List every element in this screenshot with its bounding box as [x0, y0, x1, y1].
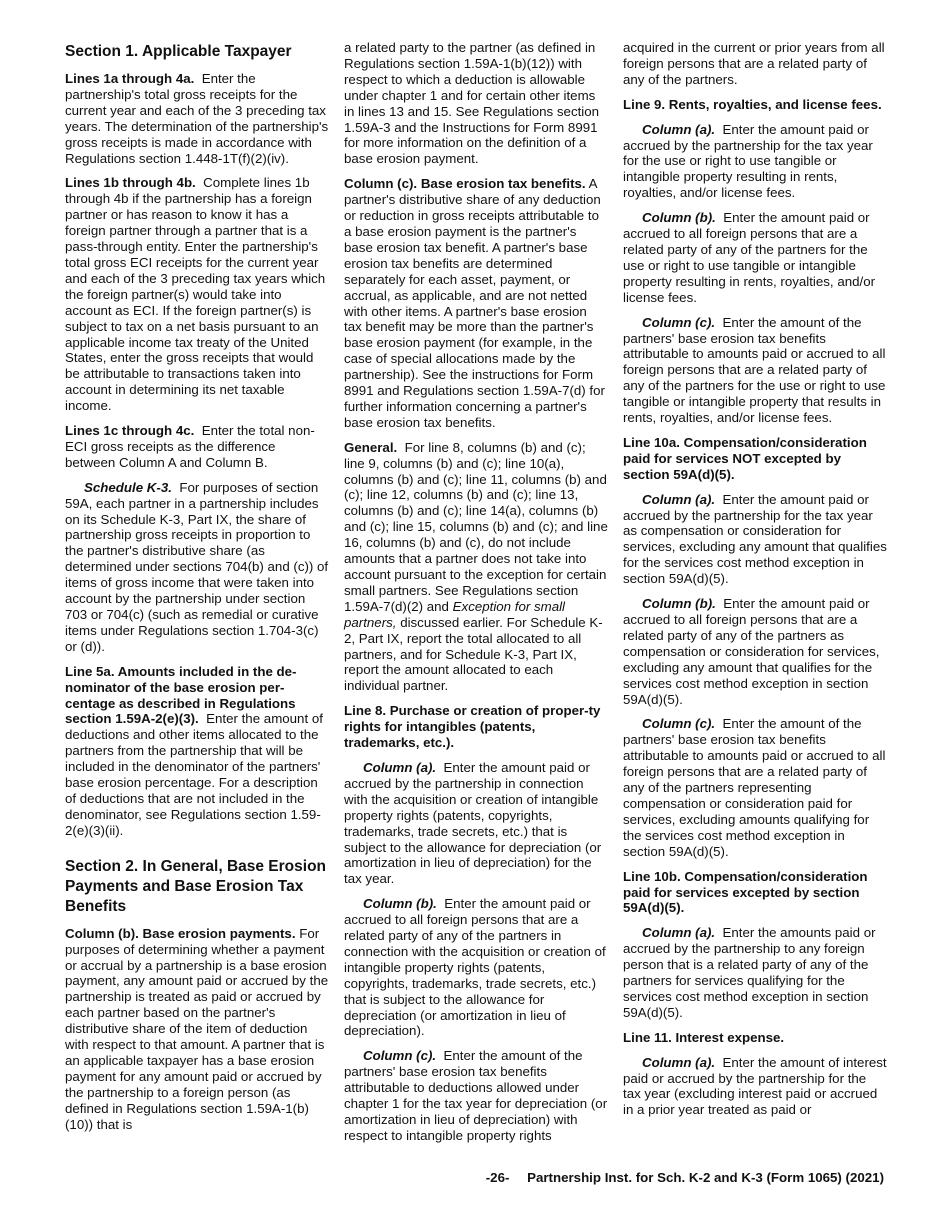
section-2-title: Section 2. In General, Base Erosion Payments and Base Erosion Tax Benefits	[65, 857, 327, 915]
italic-reference: Exception for small partners,	[344, 598, 566, 630]
paragraph-heading: Column (a).	[642, 925, 716, 941]
paragraph-body: discussed earlier. For Schedule K-2, Part IX, report the total allocated to all partners, and for Schedule K-3, Part IX, report the amount allocated to each individual partner.	[344, 614, 603, 694]
page-footer	[486, 1170, 884, 1185]
paragraph-body: Enter the amount of deductions and other items allocated to the partners from the partnership that will be included in the denominator of the partners' base erosion percentage. For a description of deductions that are not included in the denominator, see Regulations section 1.59-2(e)(3)(ii).	[65, 711, 323, 838]
paragraph-body: Enter the amount of the partners' base erosion tax benefits attributable to deductions allowed under chapter 1 for the tax year for depreciation (or amortization in lieu of depreciation) with respect to intangible property rights	[344, 1048, 608, 1143]
paragraph-body: For line 8, columns (b) and (c); line 9, columns (b) and (c); line 10(a), columns (b) and (c); line 11, columns (b) and (c); line 12, columns (b) and (c); line 13, columns (b) and (c); line 14(a), columns (b) and (c); line 15, columns (b) and (c); and line 16, columns (b) and (c), do not include amounts that a partner does not take into account pursuant to the exception for certain small partners. See Regulations section 1.59A-7(d)(2) and	[344, 439, 608, 614]
paragraph	[344, 760, 608, 887]
paragraph-body: Enter the partnership's total gross receipts for the current year and each of the 3 preceding tax years. The determination of the partnership's gross receipts is made in accordance with Regulations section 1.448-1T(f)(2)(iv).	[65, 71, 329, 166]
paragraph	[65, 480, 329, 655]
paragraph	[344, 896, 608, 1039]
paragraph: a related party to the partner (as defined in Regulations section 1.59A-1(b)(12)) with respect to which a deduction is allowable under chapter 1 and for certain other items in lines 13 and 15. See Regulations section 1.59A-3 and the Instructions for Form 8991 for more information on the definition of a base erosion payment.	[344, 40, 600, 167]
paragraph	[623, 122, 887, 202]
paragraph-heading: Column (a).	[363, 759, 437, 775]
paragraph-body: For purposes of section 59A, each partner in a partnership includes on its Schedule K-3, Part IX, the share of partnership gross receipts in proportion to the partner's distributive share (as determined under sections 704(b) and (c)) of items of gross income that were taken into account by the partnership under section 703 or 704(c) (such as remedial or curative items under Regulations section 1.704-3(c) or (d)).	[65, 479, 329, 654]
paragraph-heading: Column (c).	[642, 716, 716, 732]
paragraph-body: Enter the amount of the partners' base erosion tax benefits attributable to amounts paid or accrued to all foreign persons that are a related party of any of the partners for the use or right to use tangible or intangible property that results in rents, royalties, and/or license fees.	[623, 314, 886, 426]
paragraph-heading: Column (b).	[642, 210, 716, 226]
paragraph-heading: Line 5a. Amounts included in the de-nominator of the base erosion per-centage as described in Regulations section 1.59A-2(e)(3).	[65, 663, 297, 727]
paragraph	[65, 926, 329, 1133]
paragraph-heading: Lines 1a through 4a.	[65, 71, 195, 86]
paragraph-heading: Column (a).	[642, 121, 716, 137]
paragraph-body: Enter the amount paid or accrued to all foreign persons that are a related party of any of the partners for the use or right to use tangible or intangible property resulting in rents, royalties, and/or license fees.	[623, 210, 876, 305]
paragraph	[623, 925, 887, 1020]
paragraph-heading: Schedule K-3.	[84, 479, 172, 495]
paragraph-heading: Column (b). Base erosion payments.	[65, 925, 296, 941]
line-11-heading: Line 11. Interest expense.	[623, 1029, 785, 1045]
line-10b-heading: Line 10b. Compensation/consideration paid for services excepted by section 59A(d)(5).	[623, 868, 868, 916]
paragraph-body: Enter the amount paid or accrued to all foreign persons that are a related party of any of the partners in connection with the acquisition or creation of intangible property rights (patents, copyrights, trademarks, trade secrets, etc.) that is subject to the allowance for depreciation (or amortization in lieu of depreciation).	[344, 896, 606, 1039]
paragraph	[623, 210, 887, 305]
paragraph	[344, 440, 608, 695]
paragraph-heading: Column (b).	[642, 596, 716, 612]
column-2	[344, 40, 608, 1153]
paragraph	[65, 664, 329, 839]
paragraph-body: Enter the amount paid or accrued to all foreign persons that are a related party of any of the partners as compensation or consideration for services, excluding any amount that qualifies for the services cost method exception in section 59A(d)(5).	[623, 596, 880, 707]
paragraph-heading: Column (c).	[363, 1048, 437, 1064]
paragraph-body: Enter the amount paid or accrued by the partnership for the tax year for the use or right to use tangible or intangible property resulting in rents, royalties, and/or license fees.	[623, 121, 873, 201]
paragraph-body: Enter the amount paid or accrued by the partnership in connection with the acquisition or creation of intangible property rights (patents, copyrights, trademarks, trade secrets, etc.) that is subject to the allowance for depreciation (or amortization in lieu of depreciation) for the tax year.	[344, 759, 602, 887]
paragraph-body: Complete lines 1b through 4b if the partnership has a foreign partner or has reason to know it has a foreign partner through a partner that is a pass-through entity. Enter the partnership's total gross ECI receipts for the current year and each of the 3 preceding tax years which the foreign partner(s) would take into account as ECI. If the foreign partner(s) is subject to tax on a net basis pursuant to an applicable income tax treaty of the United States, enter the gross receipts that would be attributable to transactions taken into account in determining its net taxable income.	[65, 175, 326, 414]
paragraph-heading: Lines 1b through 4b.	[65, 175, 196, 191]
paragraph-heading: Column (c).	[642, 314, 716, 330]
paragraph: acquired in the current or prior years from all foreign persons that are a related party of any of the partners.	[623, 40, 885, 87]
column-1	[65, 40, 329, 1141]
paragraph-heading: Column (a).	[642, 1054, 716, 1070]
paragraph	[344, 176, 608, 431]
paragraph	[623, 492, 887, 587]
column-3	[623, 40, 887, 1127]
paragraph	[344, 1048, 608, 1143]
paragraph-heading: General.	[344, 439, 398, 455]
section-1-title: Section 1. Applicable Taxpayer	[65, 43, 292, 60]
paragraph-body: Enter the amount of the partners' base erosion tax benefits attributable to amounts paid or accrued to all foreign persons that are a related party of any of the partners representing compensation or consideration paid for services, excluding amounts qualifying for the services cost method exception in section 59A(d)(5).	[623, 716, 886, 859]
paragraph	[623, 315, 887, 426]
paragraph	[65, 175, 329, 414]
paragraph-heading: Lines 1c through 4c.	[65, 423, 195, 439]
paragraph	[623, 1055, 887, 1119]
document-title: Partnership Inst. for Sch. K-2 and K-3 (Form 1065) (2021)	[527, 1170, 884, 1185]
paragraph	[623, 716, 887, 859]
paragraph-body: For purposes of determining whether a payment or accrual by a partnership is a base erosion payment, any amount paid or accrued by the partnership is treated as paid or accrued by each partner based on the partner's distributive share of the item of deduction with respect to that amount. A partner that is an applicable taxpayer has a base erosion payment for any amount paid or accrued by the partnership to a foreign person (as defined in Regulations section 1.59A-1(b)(10)) that is	[65, 925, 329, 1132]
paragraph-body: Enter the amount paid or accrued by the partnership for the tax year as compensation or consideration for services, excluding any amount that qualifies for the services cost method exception in section 59A(d)(5).	[623, 491, 887, 587]
paragraph-body: Enter the amounts paid or accrued by the partnership to any foreign person that is a related party of any of the partners for services qualifying for the services cost method exception in section 59A(d)(5).	[623, 925, 876, 1020]
line-9-heading: Line 9. Rents, royalties, and license fees.	[623, 96, 882, 112]
page-number: -26-	[485, 1170, 510, 1185]
line-8-heading: Line 8. Purchase or creation of proper-ty rights for intangibles (patents, trademarks, etc.).	[344, 703, 601, 751]
paragraph	[65, 71, 329, 166]
paragraph-body: Enter the amount of interest paid or accrued by the partnership for the tax year (excluding interest paid or accrued in a prior year treated as paid or	[623, 1054, 887, 1118]
line-10a-heading: Line 10a. Compensation/consideration paid for services NOT excepted by section 59A(d)(5).	[623, 434, 867, 482]
paragraph	[623, 596, 887, 707]
paragraph-heading: Column (b).	[363, 896, 437, 912]
paragraph	[65, 423, 329, 471]
paragraph-body: A partner's distributive share of any deduction or reduction in gross receipts attributable to a base erosion payment is the partner's base erosion tax benefit. A partner's base erosion tax benefits are determined separately for each asset, payment, or accrual, as applicable, and are not netted with other items. A partner's base erosion tax benefit may be more than the partner's base erosion payment (for example, in the case of special allocations made by the partnership). See the instructions for Form 8991 and Regulations section 1.59A-7(d) for further information concerning a partner's base erosion tax benefits.	[344, 176, 605, 430]
paragraph-heading: Column (a).	[642, 491, 716, 507]
paragraph-heading: Column (c). Base erosion tax benefits.	[344, 176, 586, 192]
paragraph-body: Enter the total non-ECI gross receipts as the difference between Column A and Column B.	[65, 423, 315, 470]
